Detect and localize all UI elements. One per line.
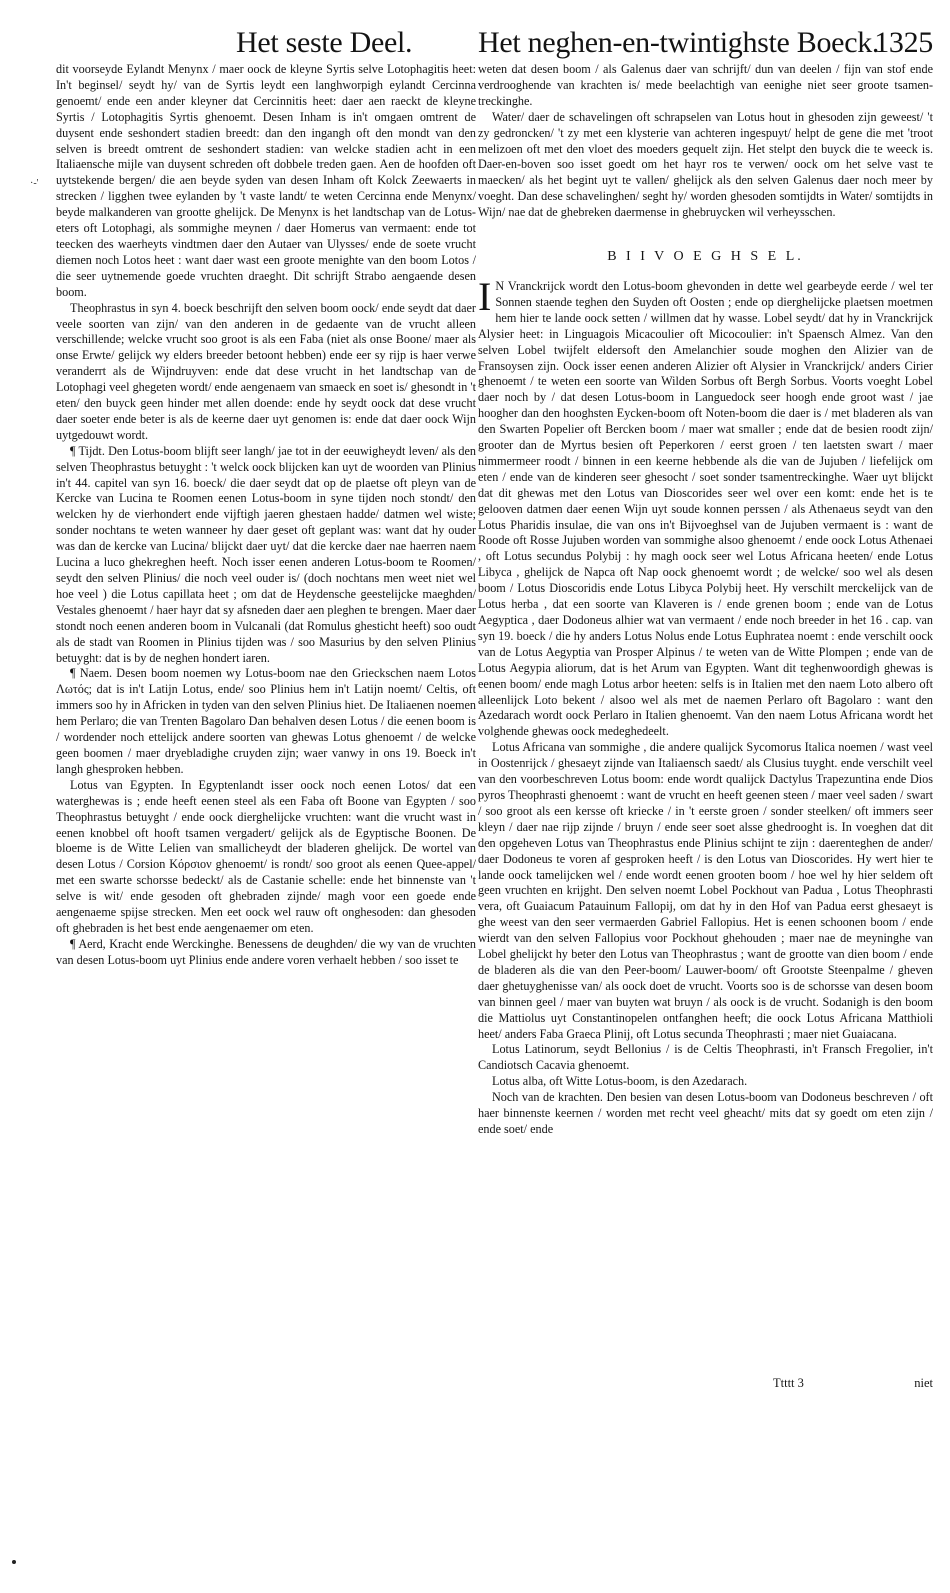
- paragraph-dropcap: [478, 273, 933, 740]
- paragraph: Theophrastus in syn 4. boeck beschrijft den selven boom oock/ ende seydt dat daer veele soorten van zijn/ van den anderen in de gedaente van de vrucht alleen verschillende; welcke vrucht soo groot is als een Faba (niet als onse Boone/ maer als onse Erwte/ gelijck wy elders breeder betoont hebben) ende eer sy rijp is haer verwe veranderrt als de Wijndruyven: ende dat dese vrucht in het landtschap van de Lotophagi veel ghegeten wordt/ ende aengenaem van smaeck en soet is/ ghesondt in 't eten/ den buyck geen hinder met allen doende: ende hy seydt oock dat dese vrucht daer soeter ende beter is als de keerne daer uyt genomen is: ende dat daer oock Wijn uytgedouwt wordt.: [56, 300, 476, 442]
- paragraph: Water/ daer de schavelingen oft schrapselen van Lotus hout in ghesoden zijn geweest/ 't zy gedroncken/ 't zy met een klysterie van achteren ingespuyt/ helpt de gene die met 'troot melizoen oft met den vloet des moeders gequelt zijn. Het stelpt den buyck die te weeck is. Daer-en-boven soo isset goedt om het hayr ros te verwen/ oock om het selve vast te maecken/ als het begint uyt te vallen/ ghelijck als den selven Galenus daer noch meer by voeght. Dan dese schavelinghen/ seght hy/ worden ghesoden somtijdts in Water/ somtijdts in Wijn/ nae dat de ghebreken daermense in ghebruycken wil verheysschen.: [478, 109, 933, 220]
- paragraph: ¶ Naem. Desen boom noemen wy Lotus-boom nae den Grieckschen naem Lotos Λωτός; dat is in't Latijn Lotus, ende/ soo Plinius hem in't Latijn noemt/ Celtis, oft immers soo hy in Africken in tyden van den selven Plinius hiet. De Italiaenen noemen hem Perlaro; die van Trenten Bagolaro Dan behalven desen Lotus / die eenen boom is / wordender noch ettelijck andere soorten van ghewas Lotus ghenoemt / de welcke geen boomen / maer dryebladighe cruyden zijn; waer vanwy in ons 19. Boeck in't langh ghesproken hebben.: [56, 666, 476, 776]
- paragraph: weten dat desen boom / als Galenus daer van schrijft/ dun van deelen / fijn van stof ende verdrooghende van krachten is/ mede beelachtigh van eenighe niet seer groote tsamen-treckinghe.: [478, 62, 933, 108]
- right-column: [478, 62, 933, 1372]
- catchword: niet: [914, 1376, 933, 1390]
- paragraph: dit voorseyde Eylandt Menynx / maer oock de kleyne Syrtis selve Lotophagitis heet: In't beginsel/ seydt hy/ van de Syrtis leydt een langhworpigh eylandt Cercinna genoemt/ ende een ander kleyner dat Cercinnitis heet: daer aen raeckt de kleyne Syrtis / Lotophagitis Syrtis ghenoemt. Desen Inham is in't omgaen omtrent de duysent ende seshondert stadien breedt: dan den ingangh oft den mondt van den selven is breedt omtrent de seshondert stadien: van welcke stadien acht in een Italiaensche mijle van duysent schreden oft dobbele treden gaen. Aen de hoofden oft uytstekende bergen/ die aen beyde syden van desen Inham oft Kolck Zeewaerts in strecken / ligghen twee eylanden by 't vaste landt/ te weten Cercinna ende Menynx/ beyde malkanderen van grootte ghelijck. De Menynx is het landtschap van de Lotus-eters oft Lotophagi, als sommighe meynen / daer Homerus van vermaent: ende tot teecken des waerheyts vindtmen daer den Autaer van Ulysses/ ende de soete vrucht diemen noch Lotos heet : want daer wast een groote menighte van den boom Lotos / die seer uytnemende goede vruchten draeght. Dit schrijft Strabo aengaende desen boom.: [56, 62, 476, 299]
- running-head-left: Het seste Deel.: [236, 26, 413, 59]
- section-title: B I I V O E G H S E L.: [607, 249, 804, 265]
- page-number: 1325: [874, 26, 933, 59]
- running-head-title: Het neghen-en-twintighste Boeck.: [478, 26, 880, 59]
- drop-cap: I: [478, 273, 492, 319]
- corner-dot: [12, 1560, 16, 1564]
- paragraph: Noch van de krachten. Den besien van desen Lotus-boom van Dodoneus beschreven / oft haer binnenste keernen / worden met recht veel gheacht/ mits dat sy goedt om eten zijn / ende soet/ ende: [478, 1090, 933, 1136]
- left-column: [56, 62, 476, 1362]
- margin-mark: ·-': [30, 178, 39, 189]
- paragraph: Lotus alba, oft Witte Lotus-boom, is den Azedarach.: [492, 1074, 748, 1089]
- paragraph: ¶ Tijdt. Den Lotus-boom blijft seer langh/ jae tot in der eeuwigheydt leven/ als den selven Theophrastus betuyght : 't welck oock blijcken kan uyt de woorden van Plinius in't 44. capitel van syn 16. boeck/ die daer seydt dat op de plaetse oft pleyn van de Kercke van Lucina te Roomen eenen Lotus-boom in syne tijden noch stondt/ den welcken hy de vierhondert ende vijftigh jaeren ghestaen hadde/ datmen wel wiste; sonder nochtans te weten wanneer hy daer geset oft geplant was: want dat hy ouder was dan de kercke van Lucina/ blijckt daer uyt/ dat die kercke daer nae haerren naem Lucina a luco ghekreghen heeft. Noch isser eenen anderen Lotus-boom te Roomen/ seydt den selven Plinius/ die noch veel ouder is/ (doch nochtans men weet niet wel hoe veel ) die Lotus capillata heet ; om dat de Heydensche geestelijcke maeghden/ Vestales ghenoemt / haer hayr dat sy afsneden daer aen pleghen te brengen. Maer daer stondt noch eenen anderen boom in Vulcanali (dat Romulus ghesticht heeft) soo oudt als de stadt van Roomen in Plinius tijden was / soo Masurius by den selven Plinius betuyght: dat is by de neghen hondert iaren.: [56, 443, 476, 665]
- paragraph: Lotus Africana van sommighe , die andere qualijck Sycomorus Italica noemen / wast veel in Oostenrijck / ghesaeyt zijnde van Italiaensch saedt/ als Clusius tuyght. ende verschilt veel van den voorbeschreven Lotus boom: ende wordt qualijck Dactylus Trapezuntina ende Dios pyros Theophrasti ghenoemt : want de vrucht en heeft geenen steen / maer veel saden / swart / soo groot als een kersse oft kriecke / in 't eerste groen / sonder steelken/ oft immers seer kleyn / daer nae rijp zijnde / bruyn / ende seer soet alsse ghedrooght is. In voeghen dat dit den opgeheven Lotus van Theophrastus ende Plinius schijnt te zijn : daerenteghen de ander/ daer Dodoneus te voren af gesproken heeft / is den Lotus van Dioscorides. Hy wert hier te lande oock tamelijcken wel / ende wordt eenen grooten boom / hoe wel hy hier seldem oft geen vruchten en krijght. Den selven noemt Lobel Pockhout van Padua , Lotus Theophrasti vera, oft Guaiacum Patauinum Fallopij, om dat hy in den Hof van Padua eerst ghesaeyt is ghe weest van den seer vermaerden Gabriel Fallopius. Het is eenen schoonen boom / ende wierdt van den selven Fallopius voor Pockhout ghehouden ; maer nae de meyninghe van Lobel ghelijckt hy beter den Lotus van Theophrastus ; want de grootte van dien boom / ende de bladeren als die van den Peer-boom/ Lauwer-boom/ oft Grootste Steenpalme / gheven daer ghetuyghenisse van/ als oock doet de vrucht. Voorts soo is de schorsse van desen boom van binnen geel / maer van buyten wat bruyn / als oock is de vrucht. Sodanigh is den boom die Mattiolus uyt Constantinopelen ontfanghen heeft; die oock Lotus Africana Matthioli heet/ anders Faba Graeca Plinij, oft Lotus secunda Theophrasti ; maer niet Guaiacana.: [478, 740, 933, 1041]
- paragraph-text: N Vranckrijck wordt den Lotus-boom ghevonden in dette wel gearbeyde eerde / wel ter Sonnen staende teghen den Suyden oft Oosten ; ende op dierghelijcke plaetsen moetmen hem hier te lande oock setten / willmen dat hy wasse. Lobel seydt/ dat hy in Vranckrijck Alysier heet: in Linguagois Micacoulier oft Micocoulier: in't Spaensch Almez. Van den selven Lobel twijfelt eldersoft den Amelanchier soude moghen den Alizier van de Fransoysen zijn. Oock isser eenen anderen Alizier oft Alysier in Vranckrijck/ anders Cirier ghenoemt / te weten een soorte van Wilden Sorbus oft Bergh Sorbus. Voorts voeght Lobel daer noch by / dat desen Lotus-boom in Languedock seer hoogh ende groot wast / jae hoogher dan den hooghsten Eycken-boom oft Noten-boom die daer is / met bladeren als van den Swarten Popelier oft Bercken boom / maer wat smaller ; ende dat de besien roodt zijn/ grooter dan de Myrtus besien oft Peperkoren / eerst groen / ten laetsten swart / maer nimmermeer roodt / binnen in een keerne hebbende als die van de Jujuben / liefelijck om eten / ende van de kinderen seer ghesocht / soet sonder tsamentreckinghe. Waer uyt blijckt dat dit ghewas met den Lotus van Dioscorides seer wel over een komt: ende het is te gelooven datmen daer eenen Wijn uyt soude konnen perssen / als Athenaeus seydt van den Lotus Pharidis insulae, die van ons in't Bijvoeghsel van de Jujuben vermaent is : want de Roode oft Rosse Jujuben worden van sommighe alsoo ghenoemt / ende oock Lotus Athenaei , oft Lotus secundus Polybij : hy magh oock seer wel Lotus Africana heeten/ ende Lotus Libyca , ghelijck de Napca oft Nap oock ghenoemt wordt ; de welcke/ soo wel als desen boom / Lotus Dioscoridis ende Lotus Libyca Polybij heet. Hy verschilt merckelijck van de Lotus herba , dat een soorte van Klaveren is / ende grenen boom ; ende van de Lotus Aegyptica , daer Dodoneus alhier wat van vermaent / ende noch breeder in het 16 . cap. van syn 19. boeck / die hy anders Lotus Nolus ende Lotus Euphratea noemt : ende verschilt oock van de Lotus Aegyptia van Prosper Alpinus / te weten van de Witte Plompen ; ende van de Lotus Aegypia aliorum, dat is het Arum van Egypten. Want dit teghenwoordigh ghewas is eenen boom/ ende magh Lotus arbor heeten: selfs is in Italien met den naem Loto albero oft alleenlijck Loto bekent / alsoo wel als met de naemen Perlaro oft Bagolaro : want den Azedarach wordt oock Perlaro in Italien ghenoemt. Van den naem Lotus Africana wordt het volghende ghewas oock medeghedeelt.: [478, 278, 933, 739]
- signature-mark: Ttttt 3: [773, 1376, 804, 1390]
- paragraph: Lotus van Egypten. In Egyptenlandt isser oock noch eenen Lotos/ dat een waterghewas is ; ende heeft eenen steel als een Faba oft Boone van Egypten / soo Theophrastus betuyght / ende oock dierghelijcke vruchten: want die vrucht wast in eenen knobbel oft hooft tsamen vergadert/ gelijck als de Egyptische Boonen. De bloeme is de Witte Lelien van smallicheydt der bladeren ghelijck. De wortel van desen Lotus / Corsion Κόρσιον ghenoemt/ is rondt/ soo groot als eenen Quee-appel/ met een swarte schorsse bedeckt/ als de Castanie schelle: ende het binnenste van 't selve is wit/ ende gesoden oft ghebraden zijnde/ magh voor een goede ende aengenaeme spijse strecken. Men eet oock wel rauw oft onghesoden: dan ghesoden oft ghebraden is het best ende aengenaemer om eten.: [56, 777, 476, 935]
- running-head-right: [478, 20, 933, 66]
- paragraph: Lotus Latinorum, seydt Bellonius / is de Celtis Theophrasti, in't Fransch Fregolier, in't Candiotsch Cacavia ghenoemt.: [478, 1042, 933, 1073]
- paragraph: ¶ Aerd, Kracht ende Werckinghe. Benessens de deughden/ die wy van de vruchten van desen Lotus-boom uyt Plinius ende andere voren verhaelt hebben / soo isset te: [56, 936, 476, 967]
